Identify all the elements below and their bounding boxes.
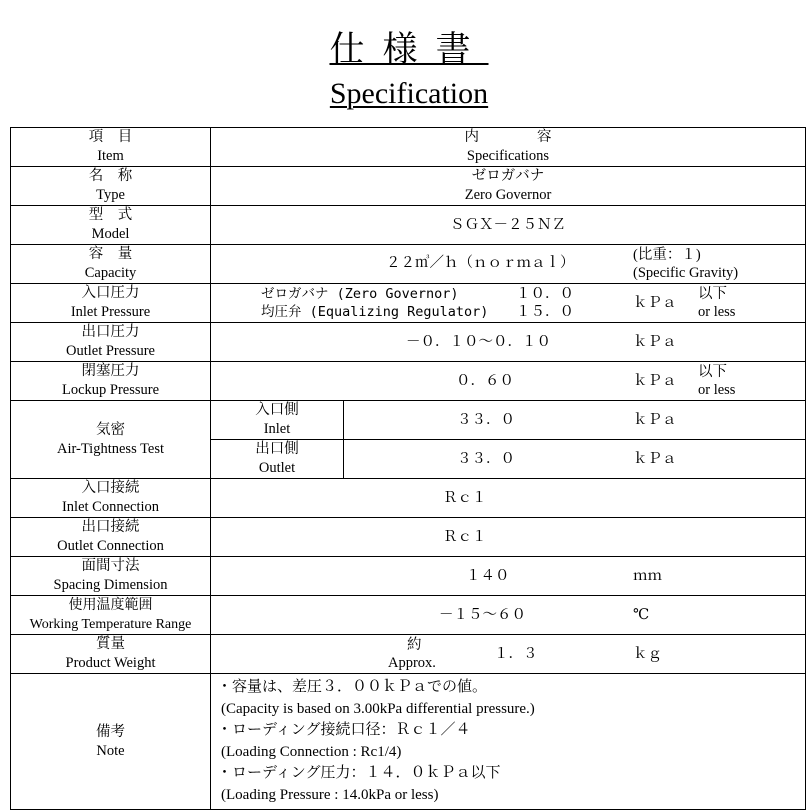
table-row-model <box>11 206 806 245</box>
header-spec-cell: 内 容 Specifications <box>211 128 806 167</box>
air-tightness-label: 気密 Air-Tightness Test <box>11 401 211 479</box>
table-row-spacing-dimension <box>11 557 806 596</box>
product-weight-approx-jp: 約 <box>407 637 422 653</box>
air-tightness-outlet-unit: ｋＰａ <box>633 451 677 467</box>
spacing-dimension-value: １４０ <box>466 568 510 584</box>
inlet-pressure-value-cell <box>211 284 806 323</box>
outlet-pressure-label: 出口圧力 Outlet Pressure <box>11 323 211 362</box>
product-weight-value: １．３ <box>494 646 538 662</box>
working-temperature-value: －１５～６０ <box>439 607 526 623</box>
air-tightness-inlet-value-cell <box>344 401 806 440</box>
note-label: 備考 Note <box>11 674 211 810</box>
outlet-connection-label: 出口接続 Outlet Connection <box>11 518 211 557</box>
spacing-dimension-label: 面間寸法 Spacing Dimension <box>11 557 211 596</box>
specific-gravity-en: (Specific Gravity) <box>633 265 739 281</box>
header-item-cell: 項 目 Item <box>11 128 211 167</box>
type-value: ゼロガバナ Zero Governor <box>211 167 806 206</box>
working-temperature-value-cell <box>211 596 806 635</box>
note-content <box>211 674 806 810</box>
table-header-row <box>11 128 806 167</box>
table-row-note <box>11 674 806 810</box>
air-tightness-inlet-value: ３３．０ <box>457 412 515 428</box>
inlet-connection-value: Ｒｃ１ <box>443 490 487 506</box>
note-line: (Loading Pressure : 14.0kPa or less) <box>221 786 439 803</box>
outlet-connection-value: Ｒｃ１ <box>443 529 487 545</box>
working-temperature-label: 使用温度範囲 Working Temperature Range <box>11 596 211 635</box>
inlet-pressure-limit-en: or less <box>698 304 736 320</box>
table-row-working-temperature <box>11 596 806 635</box>
type-label: 名 称 Type <box>11 167 211 206</box>
note-line: ・容量は、差圧３．００ｋＰａでの値。 <box>217 679 488 695</box>
model-value: ＳＧＸ－２５ＮＺ <box>211 206 806 245</box>
table-row-inlet-connection <box>11 479 806 518</box>
product-weight-approx-en: Approx. <box>388 655 436 671</box>
table-row-capacity <box>11 245 806 284</box>
table-row-outlet-connection <box>11 518 806 557</box>
lockup-pressure-unit: ｋＰａ <box>633 373 677 389</box>
inlet-connection-value-cell <box>211 479 806 518</box>
table-row-outlet-pressure <box>11 323 806 362</box>
air-tightness-inlet-unit: ｋＰａ <box>633 412 677 428</box>
inlet-pressure-label: 入口圧力 Inlet Pressure <box>11 284 211 323</box>
lockup-pressure-value: ０．６０ <box>456 373 514 389</box>
capacity-label: 容 量 Capacity <box>11 245 211 284</box>
table-row-inlet-pressure <box>11 284 806 323</box>
model-label: 型 式 Model <box>11 206 211 245</box>
note-line: (Capacity is based on 3.00kPa differential pressure.) <box>221 700 535 717</box>
inlet-pressure-zero-governor-value: １０．０ <box>516 286 574 302</box>
specification-table <box>10 127 806 810</box>
page-title-english: Specification <box>329 77 489 110</box>
inlet-pressure-unit: ｋＰａ <box>633 295 677 311</box>
specific-gravity-jp: (比重：１) <box>633 247 701 263</box>
note-line: ・ローディング接続口径：Ｒｃ１／４ <box>217 722 471 738</box>
outlet-connection-value-cell <box>211 518 806 557</box>
lockup-pressure-value-cell <box>211 362 806 401</box>
outlet-pressure-unit: ｋＰａ <box>633 334 677 350</box>
lockup-pressure-label: 閉塞圧力 Lockup Pressure <box>11 362 211 401</box>
note-line: (Loading Connection : Rc1/4) <box>221 743 402 760</box>
table-row-air-tightness-inlet <box>11 401 806 440</box>
note-line: ・ローディング圧力：１４．０ｋＰａ以下 <box>217 765 501 781</box>
product-weight-unit: ｋｇ <box>633 646 662 662</box>
outlet-pressure-value: －０．１０～０．１０ <box>406 334 551 350</box>
spacing-dimension-value-cell <box>211 557 806 596</box>
lockup-pressure-limit-jp: 以下 <box>698 364 727 380</box>
air-tightness-inlet-label: 入口側 Inlet <box>211 401 344 440</box>
air-tightness-outlet-label: 出口側 Outlet <box>211 440 344 479</box>
page-title-japanese: 仕様書 <box>329 30 489 69</box>
lockup-pressure-limit-en: or less <box>698 382 736 398</box>
table-row-type <box>11 167 806 206</box>
inlet-pressure-equalizing-regulator: 均圧弁 (Equalizing Regulator) <box>261 304 489 320</box>
inlet-pressure-limit-jp: 以下 <box>698 286 727 302</box>
air-tightness-outlet-value: ３３．０ <box>457 451 515 467</box>
working-temperature-unit: ℃ <box>633 607 650 623</box>
product-weight-label: 質量 Product Weight <box>11 635 211 674</box>
spacing-dimension-unit: ｍｍ <box>633 568 662 584</box>
outlet-pressure-value-cell <box>211 323 806 362</box>
inlet-pressure-zero-governor: ゼロガバナ (Zero Governor) <box>261 286 459 302</box>
air-tightness-outlet-value-cell <box>344 440 806 479</box>
inlet-connection-label: 入口接続 Inlet Connection <box>11 479 211 518</box>
product-weight-value-cell <box>211 635 806 674</box>
capacity-value: ２２㎥／ｈ（ｎｏｒｍａｌ） <box>386 255 575 271</box>
capacity-value-cell <box>211 245 806 284</box>
table-row-product-weight <box>11 635 806 674</box>
inlet-pressure-equalizing-value: １５．０ <box>516 304 574 320</box>
table-row-lockup-pressure <box>11 362 806 401</box>
